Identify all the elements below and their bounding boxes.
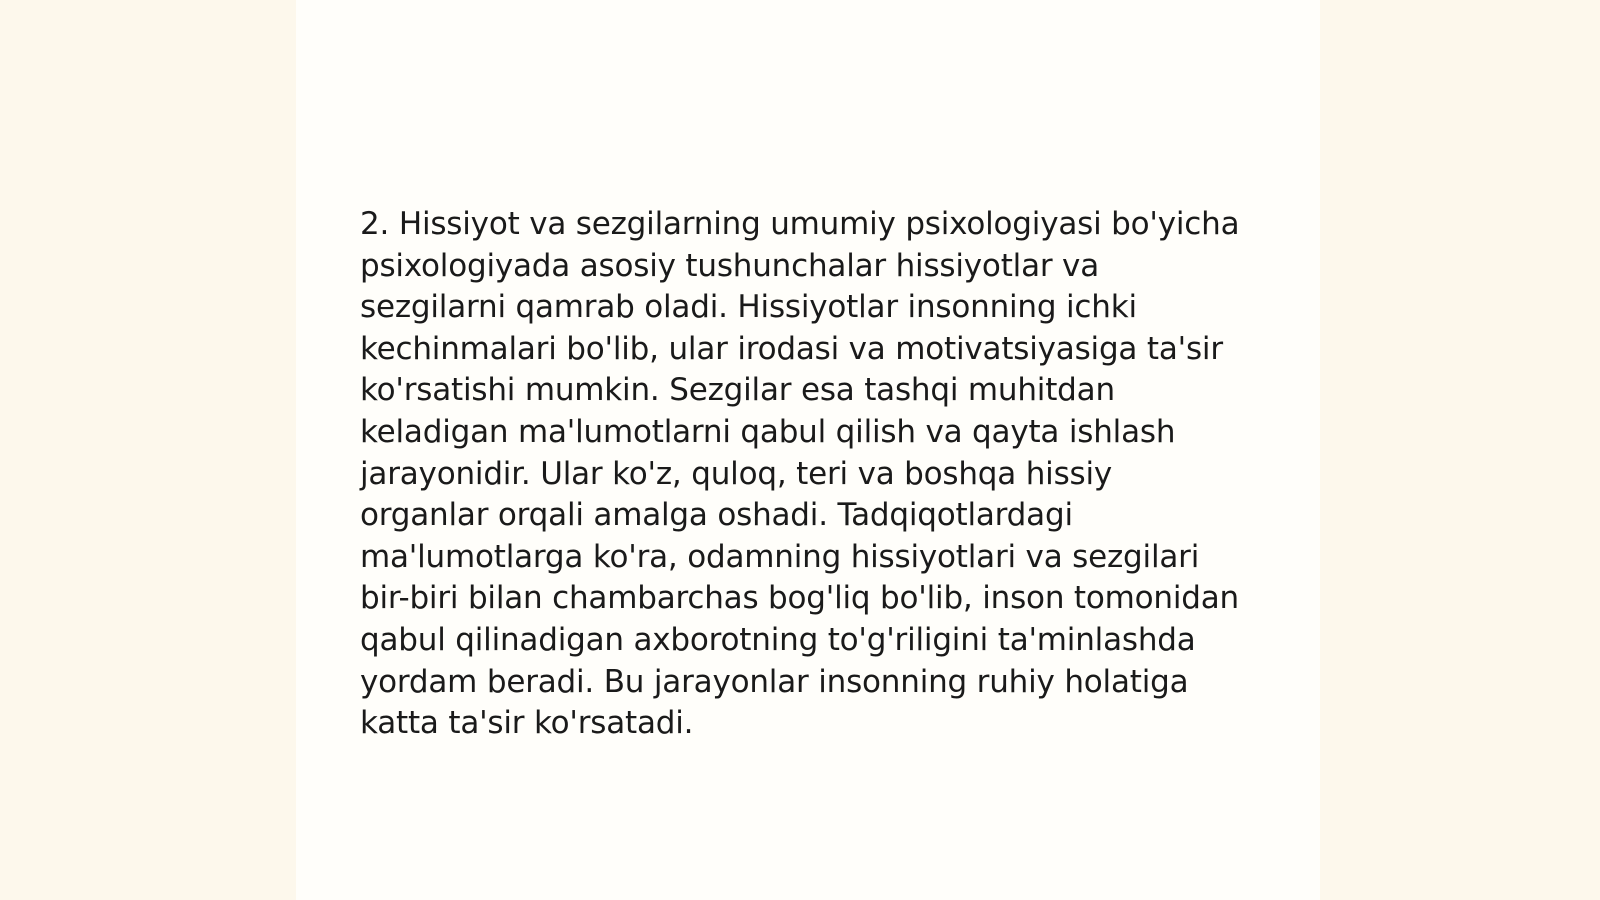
left-margin — [0, 0, 296, 900]
slide-body-text: 2. Hissiyot va sezgilarning umumiy psixologiyasi bo'yicha psixologiyada asosiy tushunchalar hissiyotlar va sezgilarni qamrab oladi. Hissiyotlar insonning ichki kechinmalari bo'lib, ular irodasi va motivatsiyasiga ta'sir ko'rsatishi mumkin. Sezgilar esa tashqi muhitdan keladigan ma'lumotlarni qabul qilish va qayta ishlash jarayonidir. Ular ko'z, quloq, teri va boshqa hissiy organlar orqali amalga oshadi. Tadqiqotlardagi ma'lumotlarga ko'ra, odamning hissiyotlari va sezgilari bir-biri bilan chambarchas bog'liq bo'lib, inson tomonidan qabul qilinadigan axborotning to'g'riligini ta'minlashda yordam beradi. Bu jarayonlar insonning ruhiy holatiga katta ta'sir ko'rsatadi. — [360, 206, 1240, 742]
slide-canvas — [296, 0, 1320, 900]
right-margin — [1320, 0, 1600, 900]
